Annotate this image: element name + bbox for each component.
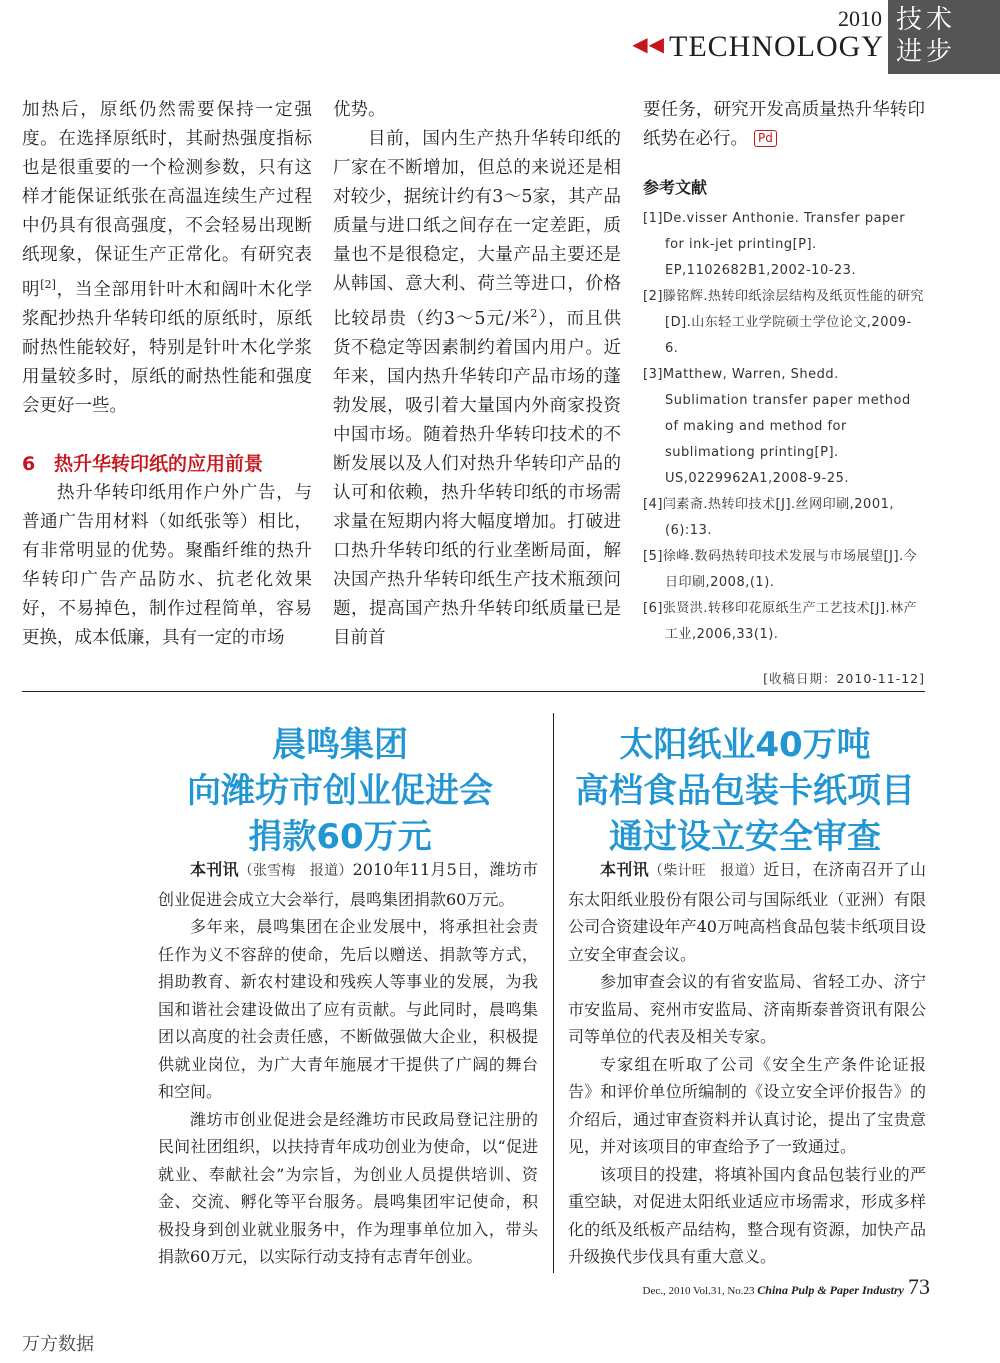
- news-title-right: [560, 722, 930, 860]
- received-date: [收稿日期：2010-11-12]: [763, 671, 925, 686]
- vertical-divider: [553, 713, 554, 1273]
- article-paragraph: [22, 96, 312, 421]
- article-column-3: [643, 96, 925, 693]
- news-lead: 本刊讯: [600, 860, 649, 879]
- article-paragraph: [333, 125, 621, 653]
- header-year: 2010: [838, 6, 882, 31]
- news-paragraph: 多年来，晨鸣集团在企业发展中，将承担社会责任作为义不容辞的使命，先后以赠送、捐款等方式，捐助教育、新农村建设和残疾人等事业的发展，为我国和谐社会建设做出了应有贡献。与此同时，晨鸣集团以高度的社会责任感，不断做强做大企业，积极提供就业岗位，为广大青年施展才干提供了广阔的舞台和空间。: [158, 917, 538, 1101]
- footer-issue: Dec., 2010 Vol.31, No.23: [642, 1285, 755, 1297]
- reference-item: [6]张贤洪.转移印花原纸生产工艺技术[J].林产工业,2006,33(1).: [643, 601, 918, 642]
- article-paragraph: [643, 96, 925, 154]
- news-paragraph: 潍坊市创业促进会是经潍坊市民政局登记注册的民间社团组织，以扶持青年成功创业为使命，以“促进就业、奉献社会”为宗旨，为创业人员提供培训、资金、交流、孵化等平台服务。晨鸣集团牢记使命，积极投身到创业就业服务中，作为理事单位加入，带头捐款60万元，以实际行动支持有志青年创业。: [158, 1109, 538, 1266]
- section-title: 热升华转印纸的应用前景: [54, 452, 264, 475]
- reference-item: [1]De.visser Anthonie. Transfer paper for ink-jet printing[P]. EP,1102682B1,2002-10-23.: [643, 211, 906, 278]
- horizontal-divider: [22, 691, 925, 692]
- paragraph-text: 目前，国内生产热升华转印纸的厂家在不断增加，但总的来说还是相对较少，据统计约有3～5家，其产品质量与进口纸之间存在一定差距，质量也不是很稳定，大量产品主要还是从韩国、意大利、荷兰等进口，价格比较昂贵（约3～5元/米: [333, 129, 621, 329]
- paragraph-text: 加热后，原纸仍然需要保持一定强度。在选择原纸时，其耐热强度指标也是很重要的一个检测参数，只有这样才能保证纸张在高温连续生产过程中仍具有很高强度，不会轻易出现断纸现象，保证生产正常化。有研究表明: [22, 100, 312, 300]
- header-section-en: TECHNOLOGY: [669, 30, 884, 63]
- news-title-line: 通过设立安全审查: [609, 817, 881, 857]
- reference-item: [2]滕铭辉.热转印纸涂层结构及纸页性能的研究[D].山东轻工业学院硕士学位论文,2009-6.: [643, 289, 925, 356]
- watermark: 万方数据: [22, 1334, 94, 1355]
- reference-item: [5]徐峰.数码热转印技术发展与市场展望[J].今日印刷,2008,(1).: [643, 549, 918, 590]
- header-badge: [888, 0, 1000, 74]
- news-body-right: [568, 856, 926, 1271]
- page-footer: [643, 1283, 905, 1298]
- paragraph-text: 2010年11月5日，潍坊市创业促进会成立大会举行，晨鸣集团捐款60万元。: [158, 860, 538, 909]
- news-title-left: [140, 722, 540, 860]
- news-paragraph: 该项目的投建，将填补国内食品包装行业的严重空缺，对促进太阳纸业适应市场需求，形成多样化的纸及纸板产品结构，整合现有资源，加快产品升级换代步伐具有重大意义。: [568, 1164, 926, 1266]
- badge-line-2: 进步: [896, 37, 957, 67]
- paragraph-text: ，当全部用针叶木和阔叶木化学浆配抄热升华转印纸的原纸时，原纸耐热性能较好，特别是针叶木化学浆用量较多时，原纸的耐热性能和强度会更好一些。: [22, 279, 313, 416]
- paragraph-text: 近日，在济南召开了山东太阳纸业股份有限公司与国际纸业（亚洲）有限公司合资建设年产40万吨高档食品包装卡纸项目设立安全审查会议。: [568, 860, 926, 964]
- article-column-2: [333, 96, 621, 653]
- reference-item: [3]Matthew, Warren, Shedd. Sublimation transfer paper method of making and method for sublimationg printing[P]. US,0229962A1,2008-9-25.: [643, 367, 911, 486]
- news-title-line: 晨鸣集团: [272, 725, 408, 765]
- news-paragraph: [568, 856, 926, 968]
- page-header: [580, 0, 1000, 76]
- article-paragraph: 优势。: [333, 100, 386, 120]
- news-title-line: 向潍坊市创业促进会: [187, 771, 493, 811]
- news-lead: 本刊讯: [190, 860, 239, 879]
- news-title-line: 高档食品包装卡纸项目: [575, 771, 915, 811]
- article-column-1: [22, 96, 312, 653]
- footer-journal: China Pulp & Paper Industry: [757, 1283, 904, 1297]
- section-number: 6: [22, 452, 36, 475]
- news-reporter: （柴计旺 报道）: [648, 863, 764, 879]
- section-heading: [22, 449, 312, 479]
- references-title: 参考文献: [643, 178, 708, 197]
- reference-item: [4]闫素斋.热转印技术[J].丝网印刷,2001,(6):13.: [643, 497, 895, 538]
- news-paragraph: [158, 856, 538, 913]
- news-paragraph: 参加审查会议的有省安监局、省轻工办、济宁市安监局、兖州市安监局、济南斯泰普资讯有限公司等单位的代表及相关专家。: [568, 972, 926, 1046]
- article-paragraph: 热升华转印纸用作户外广告，与普通广告用材料（如纸张等）相比，有非常明显的优势。聚酯纤维的热升华转印广告产品防水、抗老化效果好，不易掉色，制作过程简单，容易更换，成本低廉，具有一定的市场: [22, 482, 312, 648]
- news-paragraph: 专家组在听取了公司《安全生产条件论证报告》和评价单位所编制的《设立安全评价报告》的介绍后，通过审查资料并认真讨论，提出了宝贵意见，并对该项目的审查给予了一致通过。: [568, 1054, 926, 1156]
- double-arrow-icon: ◀◀: [632, 34, 666, 56]
- header-section-title: [632, 30, 884, 64]
- page-number: 73: [908, 1274, 930, 1299]
- badge-line-1: 技术: [896, 5, 957, 35]
- superscript: 2: [530, 307, 538, 320]
- paragraph-text: ），而且供货不稳定等因素制约着国内用户。近年来，国内热升华转印产品市场的蓬勃发展，吸引着大量国内外商家投资中国市场。随着热升华转印技术的不断发展以及人们对热升华转印产品的认可和依赖，热升华转印纸的市场需求量在短期内将大幅度增加。打破进口热升华转印纸的行业垄断局面，解决国产热升华转印纸生产技术瓶颈问题，提高国产热升华转印纸质量已是目前首: [333, 308, 622, 648]
- citation-marker[interactable]: [2]: [40, 278, 56, 291]
- news-body-left: [158, 856, 538, 1271]
- news-reporter: （张雪梅 报道）: [238, 863, 353, 879]
- paragraph-text: 要任务，研究开发高质量热升华转印纸势在必行。: [643, 100, 925, 149]
- end-of-article-icon: Pd: [754, 130, 777, 147]
- news-title-line: 捐款60万元: [248, 817, 432, 857]
- news-title-line: 太阳纸业40万吨: [619, 725, 871, 765]
